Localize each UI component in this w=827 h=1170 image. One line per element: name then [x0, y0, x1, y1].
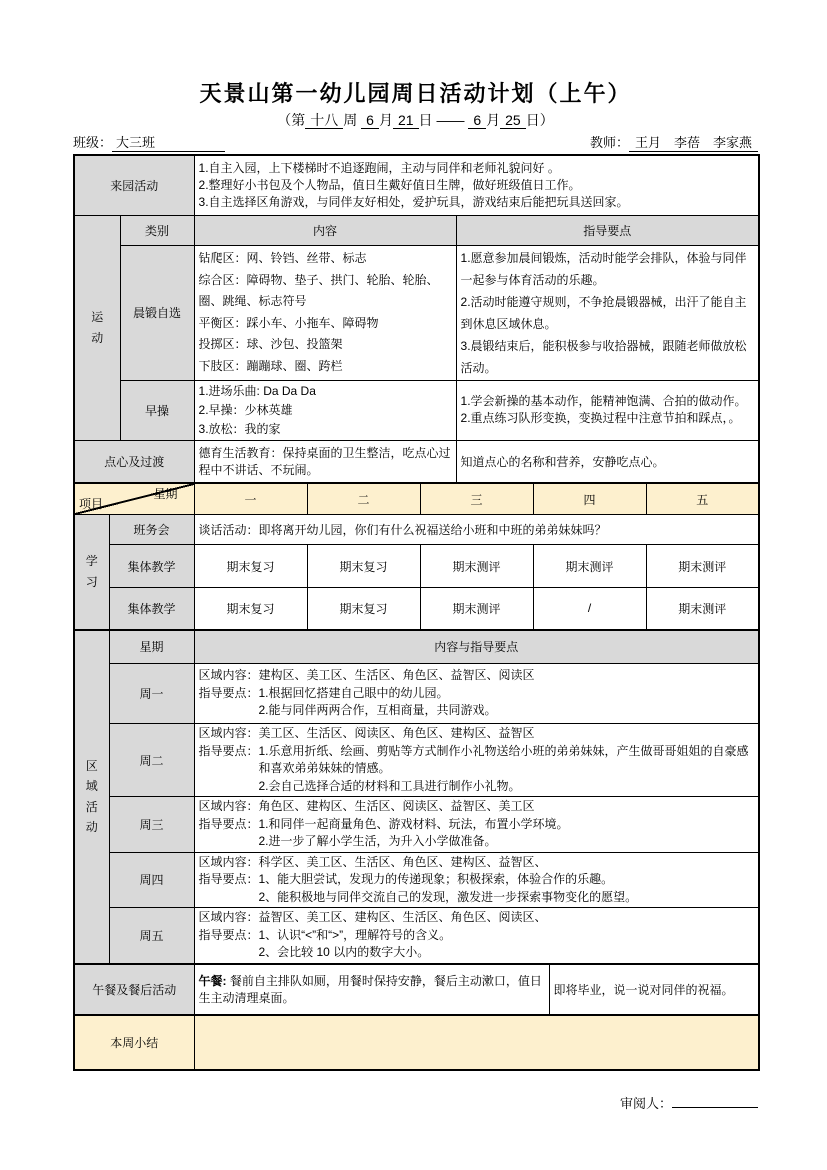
region-row-tue-content: 区域内容：美工区、生活区、阅读区、角色区、建构区、益智区 指导要点：1.乐意用折纸、绘画、剪贴等方式制作小礼物送给小班的弟弟妹妹，产生做哥哥姐姐的自豪感和喜欢弟弟妹妹的情感。 2.会自己选择合适的材料和工具进行制作小礼物。	[194, 724, 759, 797]
day-header-thu: 四	[533, 483, 646, 515]
table-row	[74, 588, 759, 630]
teaching2-wed: 期末测评	[420, 588, 533, 630]
region-row-wed-label: 周三	[109, 797, 194, 853]
table-row	[74, 724, 759, 797]
morning-drill-guidance: 1.愿意参加晨间锻炼，活动时能学会排队，体验与同伴一起参与体育活动的乐趣。 2.活动时能遵守规则，不争抢晨锻器械，出汗了能自主到休息区域休息。 3.晨锻结束后，能积极参与收拾器械，跟随老师做放松活动。	[456, 245, 759, 380]
table-row	[74, 797, 759, 853]
reviewer-line	[73, 1093, 758, 1112]
week-date-line: （第 十八 周 6 月 21 日 —— 6 月 25 日）	[277, 112, 554, 128]
day-header-wed: 三	[420, 483, 533, 515]
table-row	[74, 908, 759, 964]
class-meeting-label: 班务会	[109, 515, 194, 545]
table-row	[74, 664, 759, 724]
region-activities-table	[73, 629, 760, 965]
category-header: 类别	[120, 215, 194, 245]
corner-item-label: 项目	[79, 497, 104, 511]
reviewer-blank	[672, 1107, 758, 1108]
day-header-fri: 五	[646, 483, 759, 515]
start-month-blank: 6	[361, 112, 379, 129]
lunch-note: 即将毕业，说一说对同伴的祝福。	[549, 964, 759, 1015]
snack-transition-label: 点心及过渡	[74, 440, 194, 483]
page-title: 天景山第一幼儿园周日活动计划（上午）	[199, 81, 632, 106]
teaching2-tue: 期末复习	[307, 588, 420, 630]
reviewer-label: 审阅人：	[619, 1095, 672, 1111]
day-header-tue: 二	[307, 483, 420, 515]
day-header-mon: 一	[194, 483, 307, 515]
table-row	[74, 515, 759, 545]
teacher-label: 教师：	[589, 135, 629, 150]
snack-content: 德育生活教育：保持桌面的卫生整洁，吃点心过程中不讲话、不玩闹。	[194, 440, 456, 483]
region-row-thu-content: 区域内容：科学区、美工区、生活区、角色区、建构区、益智区、 指导要点：1、能大胆尝试，发现力的传递现象；积极探索，体验合作的乐趣。 2、能积极地与同伴交流自己的发现，激发进一步探索事物变化的愿望。	[194, 852, 759, 908]
learning-schedule-table	[73, 482, 760, 631]
region-row-fri-label: 周五	[109, 908, 194, 964]
group-teaching2-label: 集体教学	[109, 588, 194, 630]
table-row	[74, 630, 759, 664]
subtitle-text: （第	[277, 112, 306, 128]
lunch-table	[73, 963, 760, 1016]
class-teacher-row	[73, 134, 758, 152]
table-row	[74, 440, 759, 483]
snack-guidance: 知道点心的名称和营养，安静吃点心。	[456, 440, 759, 483]
morning-drill-content: 钻爬区：网、铃铛、丝带、标志 综合区：障碍物、垫子、拱门、轮胎、轮胎、圈、跳绳、标志符号 平衡区：踩小车、小拖车、障碍物 投掷区：球、沙包、投篮架 下肢区：蹦蹦球、圈、跨栏	[194, 245, 456, 380]
region-section-label: 区域活动	[74, 630, 109, 964]
corner-week-label: 星期	[153, 487, 178, 501]
region-row-mon-content: 区域内容：建构区、美工区、生活区、角色区、益智区、阅读区 指导要点：1.根据回忆搭建自己眼中的幼儿园。 2.能与同伴两两合作，互相商量，共同游戏。	[194, 664, 759, 724]
lunch-bold-prefix: 午餐:	[198, 974, 227, 988]
teaching1-fri: 期末测评	[646, 545, 759, 588]
morning-gym-label: 早操	[120, 380, 194, 440]
table-row	[74, 380, 759, 440]
arrival-activity-label: 来园活动	[74, 155, 194, 215]
lunch-content: 午餐: 餐前自主排队如厕，用餐时保持安静，餐后主动漱口，值日生主动清理桌面。	[194, 964, 549, 1015]
teaching1-wed: 期末测评	[420, 545, 533, 588]
table-row	[74, 483, 759, 515]
start-day-blank: 21	[393, 112, 419, 129]
region-content-header: 内容与指导要点	[194, 630, 759, 664]
teaching1-thu: 期末测评	[533, 545, 646, 588]
teacher-value: 王月 李蓓 李家燕	[629, 134, 758, 152]
table-row	[74, 155, 759, 215]
morning-drill-label: 晨锻自选	[120, 245, 194, 380]
class-value: 大三班	[112, 134, 225, 152]
teaching1-mon: 期末复习	[194, 545, 307, 588]
guidance-header: 指导要点	[456, 215, 759, 245]
table-row	[74, 852, 759, 908]
teaching2-fri: 期末测评	[646, 588, 759, 630]
table-row	[74, 245, 759, 380]
morning-activities-table	[73, 154, 760, 484]
content-header: 内容	[194, 215, 456, 245]
arrival-activity-content: 1.自主入园，上下楼梯时不追逐跑闹，主动与同伴和老师礼貌问好 。 2.整理好小书包及个人物品，值日生戴好值日生牌，做好班级值日工作。 3.自主选择区角游戏，与同伴友好相处，爱护玩具，游戏结束后能把玩具送回家。	[194, 155, 759, 215]
table-row	[74, 545, 759, 588]
region-row-wed-content: 区域内容：角色区、建构区、生活区、阅读区、益智区、美工区 指导要点：1.和同伴一起商量角色、游戏材料、玩法，布置小学环境。 2.进一步了解小学生活，为升入小学做准备。	[194, 797, 759, 853]
teaching1-tue: 期末复习	[307, 545, 420, 588]
table-row	[74, 1015, 759, 1070]
region-row-tue-label: 周二	[109, 724, 194, 797]
date-dash: ——	[436, 112, 465, 128]
morning-gym-content: 1.进场乐曲: Da Da Da 2.早操：少林英雄 3.放松：我的家	[194, 380, 456, 440]
region-row-mon-label: 周一	[109, 664, 194, 724]
region-row-fri-content: 区域内容：益智区、美工区、建构区、生活区、角色区、阅读区、 指导要点：1、认识“<”和“>”，理解符号的含义。 2、会比较 10 以内的数字大小。	[194, 908, 759, 964]
class-label: 班级：	[73, 135, 113, 150]
table-row	[74, 215, 759, 245]
morning-gym-guidance: 1.学会新操的基本动作，能精神饱满、合拍的做动作。 2.重点练习队形变换，变换过程中注意节拍和踩点，。	[456, 380, 759, 440]
group-teaching1-label: 集体教学	[109, 545, 194, 588]
table-row	[74, 964, 759, 1015]
summary-label: 本周小结	[74, 1015, 194, 1070]
lunch-label: 午餐及餐后活动	[74, 964, 194, 1015]
teacher-field	[590, 134, 758, 152]
class-field	[73, 134, 225, 152]
summary-content	[194, 1015, 759, 1070]
teaching2-mon: 期末复习	[194, 588, 307, 630]
sports-section-label: 运动	[74, 215, 120, 440]
learning-section-label: 学习	[74, 515, 109, 630]
end-month-blank: 6	[468, 112, 486, 129]
region-row-thu-label: 周四	[109, 852, 194, 908]
region-week-header: 星期	[109, 630, 194, 664]
end-day-blank: 25	[500, 112, 526, 129]
week-item-corner-cell	[74, 483, 194, 515]
week-number-blank: 十八	[305, 112, 343, 129]
teaching2-thu: /	[533, 588, 646, 630]
weekly-summary-table	[73, 1014, 760, 1071]
class-meeting-content: 谈话活动：即将离开幼儿园，你们有什么祝福送给小班和中班的弟弟妹妹吗？	[194, 515, 759, 545]
